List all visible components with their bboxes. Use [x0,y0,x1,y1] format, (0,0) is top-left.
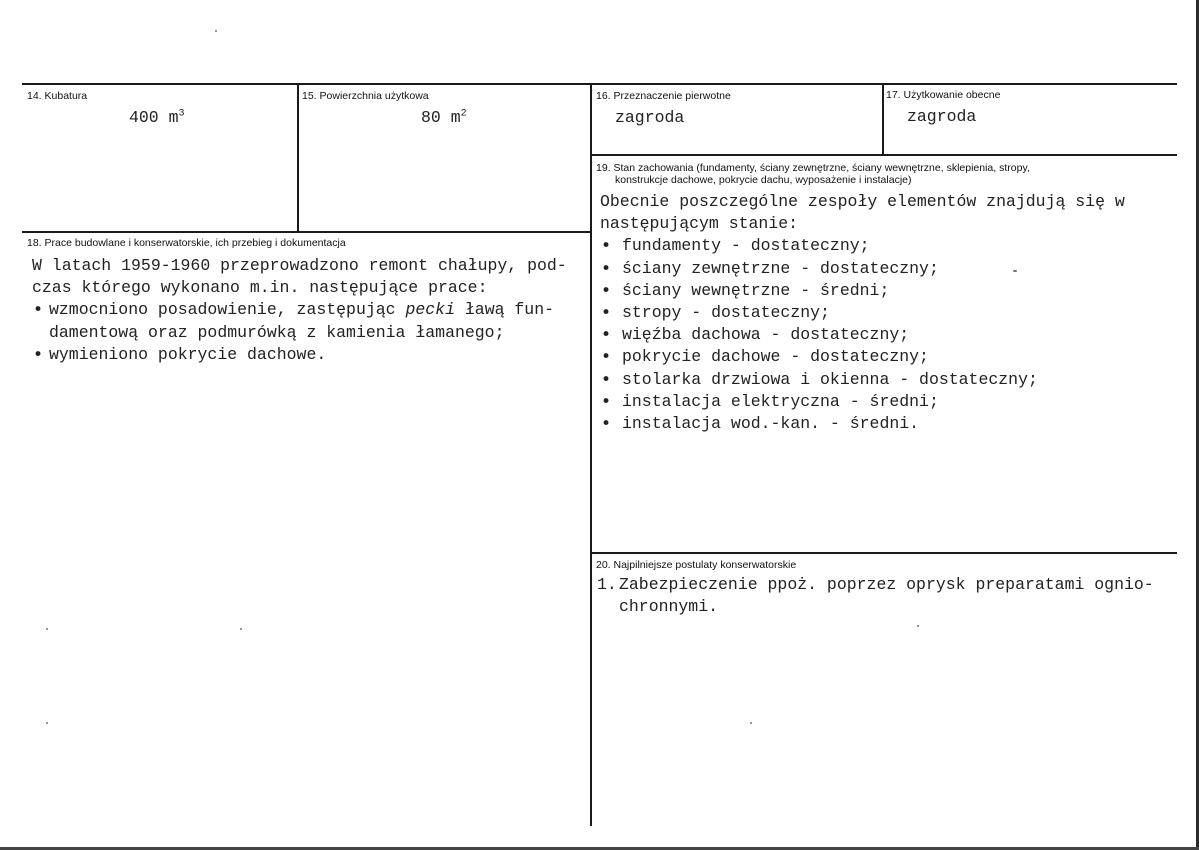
field-19-label-line1: 19. Stan zachowania (fundamenty, ściany zewnętrzne, ściany wewnętrzne, sklepienia, stropy, [596,162,1030,174]
field-15-exponent: 2 [460,108,467,120]
field-14-unit: m [168,108,179,127]
field-14-number: 400 [129,108,159,127]
scan-speck [215,30,217,32]
condition-item: • pokrycie dachowe - dostateczny; [600,346,1170,368]
field-18-label: 18. Prace budowlane i konserwatorskie, ich przebieg i dokumentacja [27,237,346,249]
field-18-intro-line2: czas którego wykonano m.in. następujące prace: [32,278,488,298]
rule-v-16-17 [882,84,884,154]
field-17-value: zagroda [907,107,977,126]
condition-item: • fundamenty - dostateczny; [600,235,1170,257]
rule-above-20 [591,552,1177,554]
field-18-intro-line1: W latach 1959-1960 przeprowadzono remont chałupy, pod- [32,256,567,275]
works-item-italic-term: pecki [405,300,455,320]
field-15-value [421,108,467,127]
field-19-content [600,191,1170,435]
field-16-value: zagroda [615,108,685,127]
works-item-continuation: damentową oraz podmurówką z kamienia łamanego; [49,322,505,342]
condition-item: • więźba dachowa - dostateczny; [600,324,1170,346]
condition-item: • instalacja elektryczna - średni; [600,391,1170,413]
rule-top [22,83,1177,85]
scan-speck [917,625,919,627]
field-20-postulate-list [597,574,1172,618]
field-19-condition-list [600,235,1170,435]
field-14-exponent: 3 [178,108,185,120]
rule-v-14-15 [297,84,299,231]
works-item: • wymieniono pokrycie dachowe. [32,344,587,366]
field-15-unit: m [450,108,461,127]
scan-speck [750,722,752,724]
field-20-label: 20. Najpilniejsze postulaty konserwatorskie [596,559,797,571]
field-14-label: 14. Kubatura [27,90,88,102]
condition-item: • ściany zewnętrzne - dostateczny; [600,258,1170,280]
field-19-label [596,162,1030,186]
field-16-label: 16. Przeznaczenie pierwotne [596,90,731,102]
postulate-number: 1. [597,575,617,594]
scan-speck [240,628,242,630]
postulate-line2: chronnymi. [619,597,719,617]
field-18-content [32,255,587,366]
postulate-line1: Zabezpieczenie ppoż. poprzez oprysk preparatami ognio- [619,575,1154,594]
postulate-item [597,574,1172,618]
rule-v-center [590,84,592,826]
works-item [32,299,587,343]
scan-speck [46,628,48,630]
field-19-label-line2: konstrukcje dachowe, pokrycie dachu, wyposażenie i instalacje) [615,174,912,186]
field-18-works-list [32,299,587,366]
field-17-label: 17. Użytkowanie obecne [886,89,1001,101]
scan-speck [1013,270,1017,272]
scan-speck [46,722,48,724]
condition-item: • stropy - dostateczny; [600,302,1170,324]
field-15-label: 15. Powierzchnia użytkowa [302,90,429,102]
field-20-content [597,574,1172,618]
field-19-intro-line2: następującym stanie: [600,214,799,234]
field-19-intro-line1: Obecnie poszczególne zespoły elementów znajdują się w [600,192,1125,211]
field-15-number: 80 [421,108,441,127]
field-14-value [129,108,185,127]
condition-item: • stolarka drzwiowa i okienna - dostateczny; [600,369,1170,391]
condition-item: • ściany wewnętrzne - średni; [600,280,1170,302]
works-item-text-end: ławą fun- [454,300,555,320]
condition-item: • instalacja wod.-kan. - średni. [600,413,1170,435]
rule-under-14-15 [22,231,591,233]
works-item-text: wzmocniono posadowienie, zastępując [49,300,406,320]
rule-under-16-17 [591,154,1177,156]
